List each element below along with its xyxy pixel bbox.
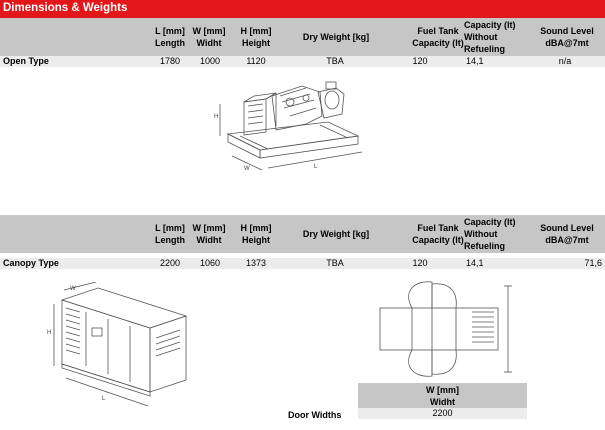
door-widths-row bbox=[358, 408, 527, 419]
open-type-label: Open Type bbox=[3, 56, 49, 66]
open-length: 1780 bbox=[159, 56, 181, 66]
col-length: L [mm] Length bbox=[155, 26, 185, 48]
door-widths-value: 2200 bbox=[432, 408, 453, 418]
canopy-sound-level: 71,6 bbox=[584, 258, 602, 268]
section-title: Dimensions & Weights bbox=[3, 2, 128, 14]
canopy-width: 1060 bbox=[199, 258, 221, 268]
open-dry-weight: TBA bbox=[326, 56, 344, 66]
col-width: W [mm] Widht bbox=[192, 26, 226, 48]
open-capacity: 14,1 bbox=[466, 56, 484, 66]
canopy-type-label: Canopy Type bbox=[3, 258, 59, 268]
section-banner bbox=[0, 0, 605, 18]
col-height: H [mm] Height bbox=[240, 26, 272, 48]
canopy-type-drawing bbox=[40, 282, 200, 412]
open-type-header bbox=[0, 18, 605, 56]
col-capacity: Capacity (lt) Without Refueling bbox=[464, 20, 516, 54]
col-dry-weight: Dry Weight [kg] bbox=[302, 32, 370, 42]
canopy-dim-l: L bbox=[102, 396, 106, 402]
canopy-dim-w: W bbox=[70, 286, 76, 292]
canopy-dry-weight: TBA bbox=[326, 258, 344, 268]
open-type-row bbox=[0, 56, 605, 67]
col-sound-level: Sound Level dBA@7mt bbox=[540, 26, 594, 48]
col-dry-weight-2: Dry Weight [kg] bbox=[302, 229, 370, 239]
door-widths-header-text: W [mm] Widht bbox=[426, 385, 459, 407]
col-length-2: L [mm] Length bbox=[155, 223, 185, 245]
canopy-type-header bbox=[0, 215, 605, 253]
canopy-fuel-tank: 120 bbox=[412, 258, 428, 268]
door-widths-header bbox=[358, 383, 527, 408]
col-fuel-tank-2: Fuel Tank Capacity (lt) bbox=[412, 223, 464, 245]
canopy-type-row bbox=[0, 258, 605, 269]
col-height-2: H [mm] Height bbox=[240, 223, 272, 245]
door-widths-label: Door Widths bbox=[288, 410, 342, 420]
canopy-top-view bbox=[368, 280, 518, 380]
door-widths-table bbox=[358, 383, 527, 419]
col-width-2: W [mm] Widht bbox=[192, 223, 226, 245]
canopy-height: 1373 bbox=[245, 258, 267, 268]
col-sound-level-2: Sound Level dBA@7mt bbox=[540, 223, 594, 245]
col-capacity-2: Capacity (lt) Without Refueling bbox=[464, 217, 516, 251]
open-fuel-tank: 120 bbox=[412, 56, 428, 66]
open-dim-h: H bbox=[214, 114, 219, 120]
open-dim-l: L bbox=[314, 164, 318, 170]
col-fuel-tank: Fuel Tank Capacity (lt) bbox=[412, 26, 464, 48]
open-type-drawing bbox=[210, 72, 370, 192]
open-dim-w: W bbox=[244, 166, 250, 172]
open-height: 1120 bbox=[246, 56, 266, 66]
open-sound-level: n/a bbox=[558, 56, 572, 66]
canopy-dim-h: H bbox=[47, 330, 52, 336]
open-width: 1000 bbox=[199, 56, 221, 66]
canopy-capacity: 14,1 bbox=[466, 258, 484, 268]
canopy-length: 2200 bbox=[159, 258, 181, 268]
